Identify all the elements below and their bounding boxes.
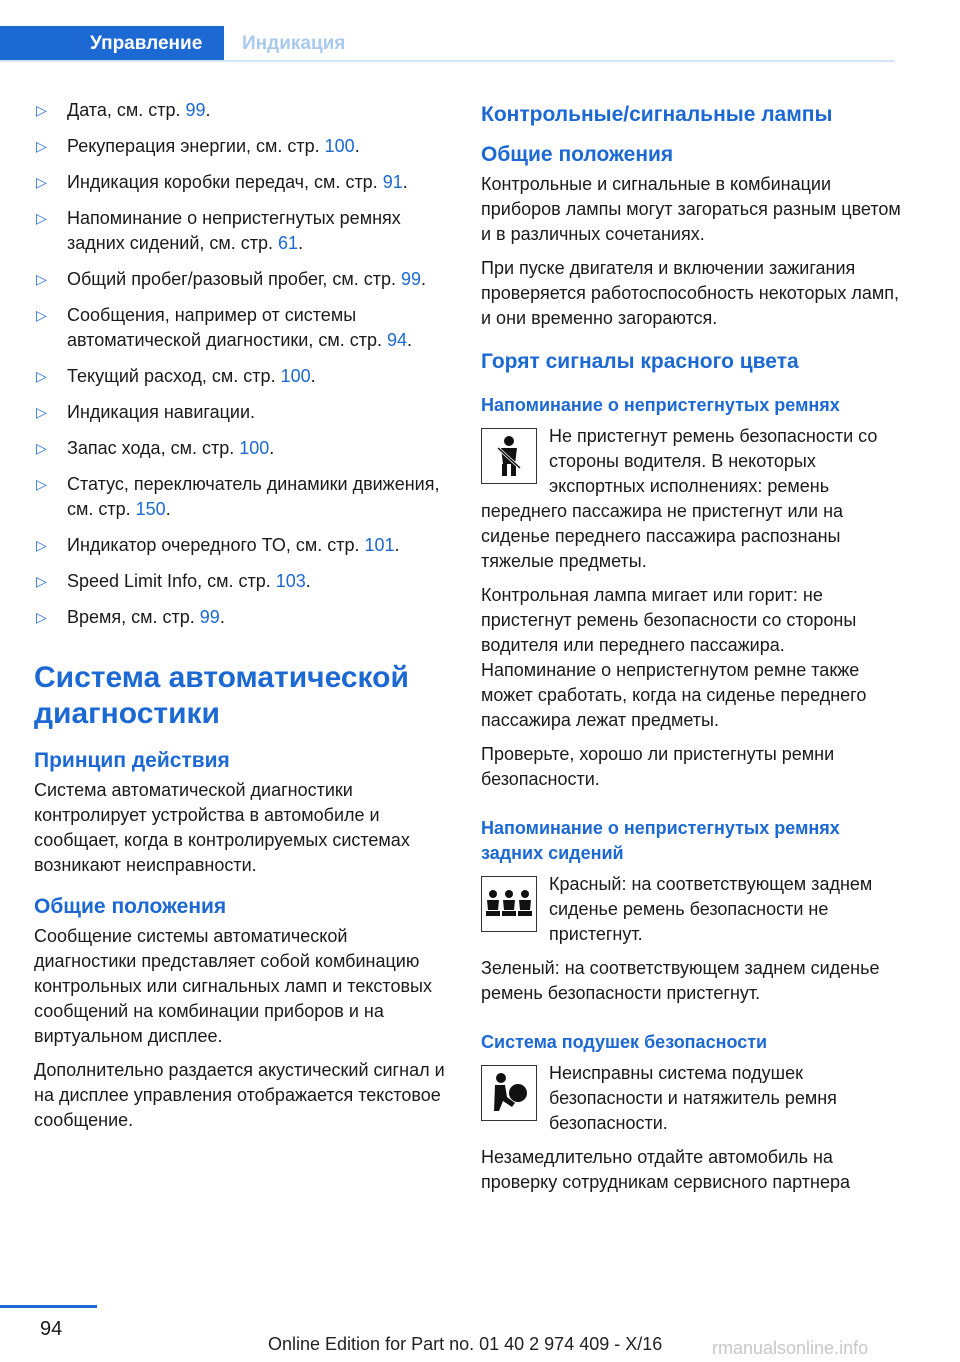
list-item-text: Статус, переключатель динамики движения, см. стр. xyxy=(67,474,440,519)
list-item-text: Запас хода, см. стр. xyxy=(67,438,240,458)
triangle-right-icon: ▷ xyxy=(36,476,47,492)
page-link[interactable]: 100 xyxy=(324,136,355,156)
triangle-right-icon: ▷ xyxy=(36,307,47,323)
triangle-right-icon: ▷ xyxy=(36,368,47,384)
page-link[interactable]: 91 xyxy=(382,172,403,192)
belt-text-2: Контрольная лампа мигает или горит: не пристегнут ремень безопасности со стороны водителя или переднего пассажира. Напоминание о непристегнутом ремне также может сработать, когда на сиденье переднего пассажира лежат предметы. xyxy=(481,585,867,730)
right-column xyxy=(481,98,901,1204)
tab-displays[interactable]: Индикация xyxy=(242,33,346,54)
page-link[interactable]: 94 xyxy=(387,330,408,350)
list-item xyxy=(34,134,449,159)
triangle-right-icon: ▷ xyxy=(36,537,47,553)
lamps-title: Контрольные/сигнальные лампы xyxy=(481,103,833,126)
general-title-right: Общие положения xyxy=(481,143,674,166)
list-item xyxy=(34,303,449,353)
rear-belt-title: Напоминание о непристегнутых ремнях задних сидений xyxy=(481,818,840,863)
triangle-right-icon: ▷ xyxy=(36,271,47,287)
list-item-text: Текущий расход, см. стр. xyxy=(67,366,281,386)
belt-text-3: Проверьте, хорошо ли пристегнуты ремни безопасности. xyxy=(481,744,835,789)
list-item xyxy=(34,400,449,425)
list-item-end: . xyxy=(394,535,400,555)
list-item-text: Дата, см. стр. xyxy=(67,100,186,120)
page-link[interactable]: 100 xyxy=(239,438,270,458)
list-item xyxy=(34,206,449,256)
page-link[interactable]: 99 xyxy=(185,100,206,120)
triangle-right-icon: ▷ xyxy=(36,404,47,420)
list-item-end: . xyxy=(354,136,360,156)
page-link[interactable]: 150 xyxy=(135,499,166,519)
list-item xyxy=(34,472,449,522)
page-number: 94 xyxy=(40,1318,63,1340)
list-item-end: . xyxy=(310,366,316,386)
list-item-end: . xyxy=(305,571,311,591)
rear-text-1: Красный: на соответствующем заднем сиденье ремень безопасности не пристегнут. xyxy=(549,874,873,944)
triangle-right-icon: ▷ xyxy=(36,573,47,589)
rear-seatbelt-icon xyxy=(481,876,537,932)
page-link[interactable]: 100 xyxy=(280,366,311,386)
list-item-end: . xyxy=(165,499,171,519)
page-link[interactable]: 101 xyxy=(364,535,395,555)
list-item xyxy=(34,267,449,292)
seatbelt-icon xyxy=(481,428,537,484)
section-title: Система автоматической диагностики xyxy=(34,661,409,730)
page-link[interactable]: 61 xyxy=(278,233,299,253)
list-item-text: Сообщения, например от системы автоматической диагностики, см. стр. xyxy=(67,305,388,350)
list-item-text: Индикация навигации. xyxy=(67,402,255,422)
belt-reminder-row xyxy=(481,424,901,574)
edition-info: Online Edition for Part no. 01 40 2 974 409 - X/16 xyxy=(268,1334,663,1354)
page-link[interactable]: 99 xyxy=(199,607,220,627)
list-item-end: . xyxy=(421,269,427,289)
rear-belt-row xyxy=(481,872,901,947)
page-link[interactable]: 99 xyxy=(401,269,422,289)
list-item-text: Общий пробег/разовый пробег, см. стр. xyxy=(67,269,402,289)
airbag-text-2: Незамедлительно отдайте автомобиль на проверку сотрудникам сервисного партнера xyxy=(481,1147,851,1192)
general-text-left-2: Дополнительно раздается акустический сигнал и на дисплее управления отображается текстовое сообщение. xyxy=(34,1060,445,1130)
list-item xyxy=(34,569,449,594)
list-item-end: . xyxy=(269,438,275,458)
list-item xyxy=(34,170,449,195)
footer-rule xyxy=(0,1305,97,1308)
belt-text-1: Не пристегнут ремень безопасности со стороны водителя. В некоторых экспортных исполнениях: ремень переднего пассажира не пристегнут или на сиденье переднего пассажира распознаны тяжелые предметы. xyxy=(481,426,878,571)
triangle-right-icon: ▷ xyxy=(36,440,47,456)
airbag-row xyxy=(481,1061,901,1136)
list-item xyxy=(34,605,449,630)
general-text-left-1: Сообщение системы автоматической диагностики представляет собой комбинацию контрольных или сигнальных ламп и текстовых сообщений на комбинации приборов и на виртуальном дисплее. xyxy=(34,926,432,1046)
general-title-left: Общие положения xyxy=(34,895,227,918)
list-item xyxy=(34,436,449,461)
list-item-text: Индикация коробки передач, см. стр. xyxy=(67,172,383,192)
list-item xyxy=(34,364,449,389)
principle-title: Принцип действия xyxy=(34,749,230,772)
triangle-right-icon: ▷ xyxy=(36,102,47,118)
list-item-end: . xyxy=(219,607,225,627)
tab-controls[interactable]: Управление xyxy=(0,26,224,62)
general-text-right-1: Контрольные и сигнальные в комбинации приборов лампы могут загораться разным цветом и в различных сочетаниях. xyxy=(481,174,901,244)
list-item-text: Speed Limit Info, см. стр. xyxy=(67,571,276,591)
airbag-icon xyxy=(481,1065,537,1121)
general-text-right-2: При пуске двигателя и включении зажигания проверяется работоспособность некоторых ламп, и они временно загораются. xyxy=(481,258,900,328)
triangle-right-icon: ▷ xyxy=(36,609,47,625)
list-item-text: Индикатор очередного ТО, см. стр. xyxy=(67,535,365,555)
list-item-text: Напоминание о непристегнутых ремнях задних сидений, см. стр. xyxy=(67,208,401,253)
list-item xyxy=(34,98,449,123)
header-rule xyxy=(0,60,895,62)
list-item-end: . xyxy=(298,233,304,253)
airbag-title: Система подушек безопасности xyxy=(481,1032,768,1052)
belt-reminder-title: Напоминание о непристегнутых ремнях xyxy=(481,395,840,415)
watermark: rmanualsonline.info xyxy=(712,1338,869,1358)
rear-text-2: Зеленый: на соответствующем заднем сиденье ремень безопасности пристегнут. xyxy=(481,958,880,1003)
red-signals-title: Горят сигналы красного цвета xyxy=(481,350,799,373)
list-item xyxy=(34,533,449,558)
display-items-list xyxy=(34,98,449,630)
left-column xyxy=(34,98,449,1142)
list-item-text: Время, см. стр. xyxy=(67,607,200,627)
list-item-text: Рекуперация энергии, см. стр. xyxy=(67,136,325,156)
list-item-end: . xyxy=(402,172,408,192)
triangle-right-icon: ▷ xyxy=(36,138,47,154)
page-link[interactable]: 103 xyxy=(275,571,306,591)
principle-text: Система автоматической диагностики контролирует устройства в автомобиле и сообщает, когда в контролируемых системах возникают неисправности. xyxy=(34,780,410,875)
list-item-end: . xyxy=(205,100,211,120)
list-item-end: . xyxy=(407,330,413,350)
triangle-right-icon: ▷ xyxy=(36,210,47,226)
airbag-text-1: Неисправны система подушек безопасности и натяжитель ремня безопасности. xyxy=(549,1063,837,1133)
triangle-right-icon: ▷ xyxy=(36,174,47,190)
